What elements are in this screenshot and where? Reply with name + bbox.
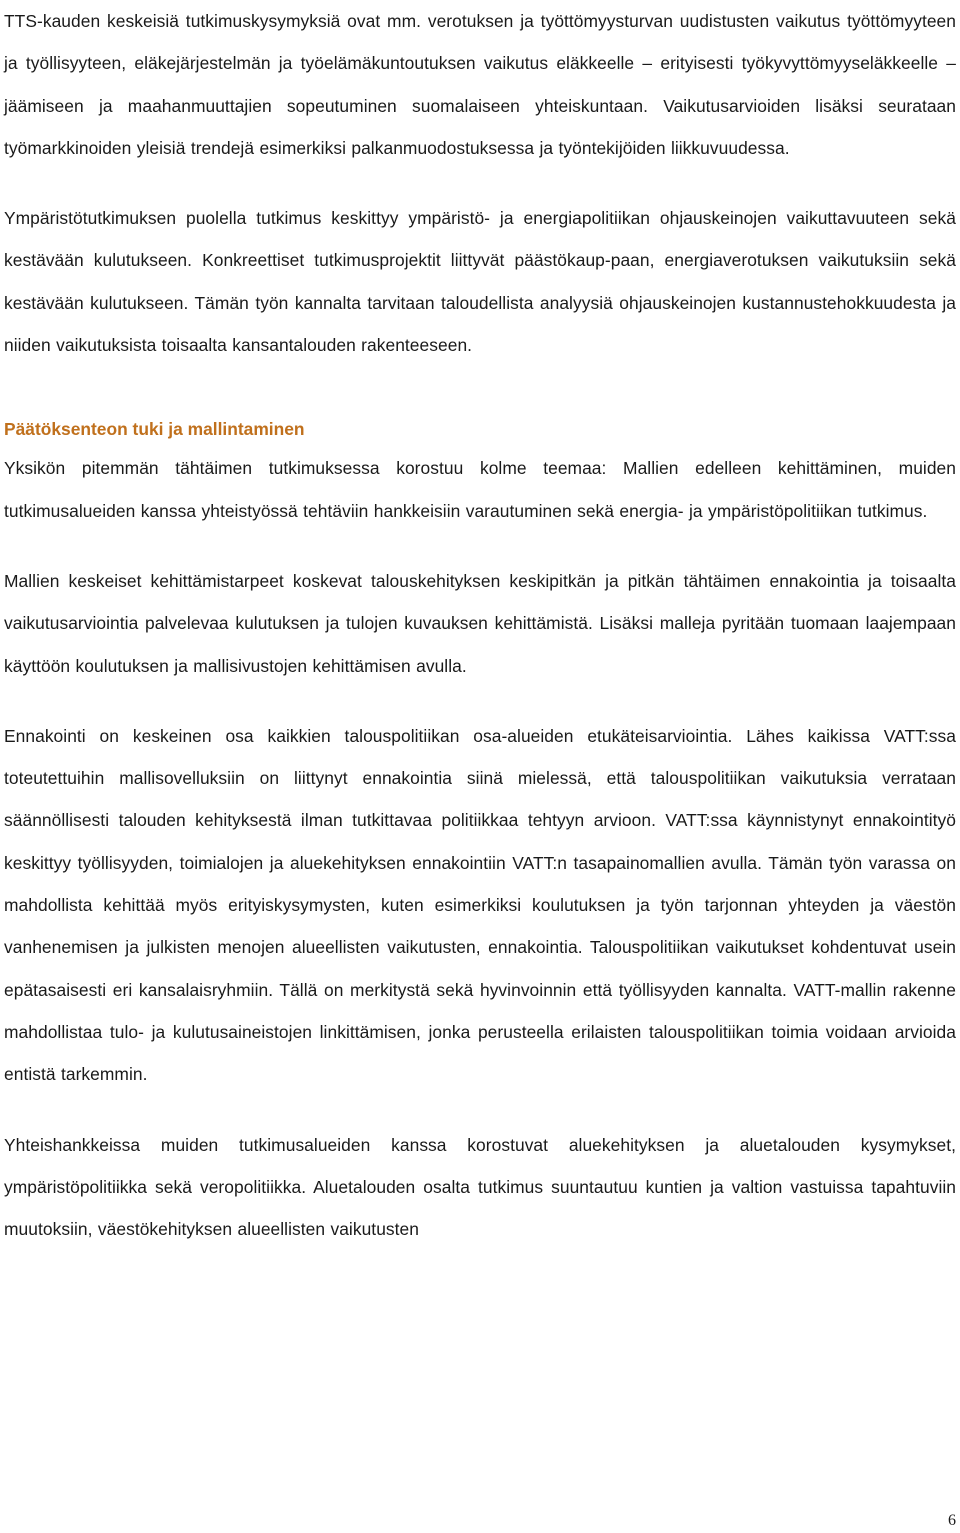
paragraph-forecasting: Ennakointi on keskeinen osa kaikkien talouspolitiikan osa-alueiden etukäteisarviointia. Lähes kaikissa VATT:ssa toteutettuihin mallisovelluksiin on liittynyt ennakointia siinä mielessä, että talouspolitiikan vaikutuksia verrataan säännöllisesti talouden kehityksestä ilman tutkittavaa politiikkaa tehtyyn arvioon. VATT:ssa käynnistynyt ennakointityö keskittyy työllisyyden, toimialojen ja aluekehityksen ennakointiin VATT:n tasapainomallien avulla. Tämän työn varassa on mahdollista kehittää myös erityiskysymysten, kuten esimerkiksi koulutuksen ja työn tarjonnan yhteyden ja väestön vanhenemisen ja julkisten menojen alueellisten vaikutusten, ennakointia. Talouspolitiikan vaikutukset kohdentuvat usein epätasaisesti eri kansalaisryhmiin. Tällä on merkitystä sekä hyvinvoinnin että työllisyyden kannalta. VATT-mallin rakenne mahdollistaa tulo- ja kulutusaineistojen linkittämisen, jonka perusteella erilaisten talouspolitiikan toimia voidaan arvioida entistä tarkemmin.	[4, 725, 956, 1085]
paragraph-environmental-research: Ympäristötutkimuksen puolella tutkimus keskittyy ympäristö- ja energiapolitiikan ohjauskeinojen vaikuttavuuteen sekä kestävään kulutukseen. Konkreettiset tutkimusprojektit liittyvät päästökaup-paan, energiaverotuksen vaikutuksiin sekä kestävään kulutukseen. Tämän työn kannalta tarvitaan taloudellista analyysiä ohjauskeinojen kustannustehokkuudesta ja niiden vaikutuksista toisaalta kansantalouden rakenteeseen.	[4, 208, 956, 356]
page-number: 6	[948, 1512, 956, 1529]
document-page	[4, 0, 956, 1250]
paragraph-model-development: Mallien keskeiset kehittämistarpeet koskevat talouskehityksen keskipitkän ja pitkän tähtäimen ennakointia ja toisaalta vaikutusarviointia palvelevaa kulutuksen ja tulojen kuvauksen kehittämistä. Lisäksi malleja pyritään tuomaan laajempaan käyttöön koulutuksen ja mallisivustojen kehittämisen avulla.	[4, 570, 956, 676]
paragraph-research-questions: TTS-kauden keskeisiä tutkimuskysymyksiä ovat mm. verotuksen ja työttömyysturvan uudistusten vaikutus työttömyyteen ja työllisyyteen, eläkejärjestelmän ja työelämäkuntoutuksen vaikutus eläkkeelle – erityisesti työkyvyttömyyseläkkeelle – jäämiseen ja maahanmuuttajien sopeutuminen suomalaiseen yhteiskuntaan. Vaikutusarvioiden lisäksi seurataan työmarkkinoiden yleisiä trendejä esimerkiksi palkanmuodostuksessa ja työntekijöiden liikkuvuudessa.	[4, 11, 956, 158]
paragraph-joint-projects: Yhteishankkeissa muiden tutkimusalueiden kanssa korostuvat aluekehityksen ja aluetalouden kysymykset, ympäristöpolitiikka sekä veropolitiikka. Aluetalouden osalta tutkimus suuntautuu kuntien ja valtion vastuissa tapahtuviin muutoksiin, väestökehityksen alueellisten vaikutusten	[4, 1134, 956, 1240]
section-heading: Päätöksenteon tuki ja mallintaminen	[4, 419, 305, 440]
paragraph-long-term-themes: Yksikön pitemmän tähtäimen tutkimuksessa korostuu kolme teemaa: Mallien edelleen kehittäminen, muiden tutkimusalueiden kanssa yhteistyössä tehtäviin hankkeisiin varautuminen sekä energia- ja ympäristöpolitiikan tutkimus.	[4, 458, 956, 521]
